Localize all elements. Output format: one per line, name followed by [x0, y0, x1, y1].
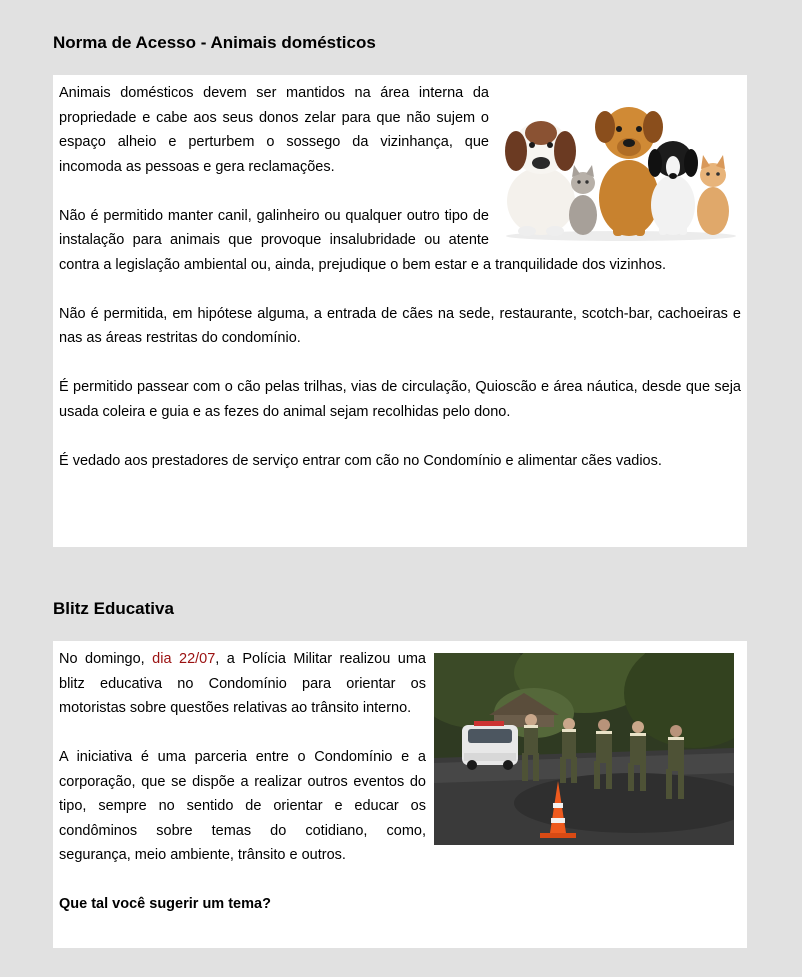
blitz-p1-text-before: No domingo, [59, 651, 153, 667]
animais-paragraph-2: Não é permitido manter canil, galinheiro ou qualquer outro tipo de instalação para animais que provoque insalubridade ou atente contra a legislação ambiental ou, ainda, prejudique o bem estar e a tranquilidade dos vizinhos. [59, 207, 666, 273]
section-title-blitz: Blitz Educativa [53, 599, 174, 618]
animais-paragraph-4: É permitido passear com o cão pelas trilhas, vias de circulação, Quioscão e área náutica, desde que seja usada coleira e guia e as fezes do animal sejam recolhidas pelo dono. [59, 379, 741, 420]
card-blitz [53, 641, 747, 948]
blitz-date-highlight: dia 22/07 [152, 651, 216, 667]
animais-paragraph-5: É vedado aos prestadores de serviço entrar com cão no Condomínio e alimentar cães vadios. [59, 452, 662, 469]
animais-paragraph-1: Animais domésticos devem ser mantidos na área interna da propriedade e cabe aos seus donos zelar para que não sujem o espaço alheio e perturbem o sossego da vizinhança, que incomoda as pessoas e gera reclamações. [59, 85, 489, 175]
blitz-p1-text-after: , a Polícia Militar realizou uma blitz educativa no Condomínio para orientar os motoristas sobre questões relativas ao trânsito interno. [59, 651, 426, 716]
card-animais [53, 75, 747, 547]
animais-paragraph-3: Não é permitida, em hipótese alguma, a entrada de cães na sede, restaurante, scotch-bar, cachoeiras e nas as áreas restritas do condomínio. [59, 305, 741, 346]
pets-photo [501, 93, 741, 243]
blitz-paragraph-2: A iniciativa é uma parceria entre o Condomínio e a corporação, que se dispõe a realizar outros eventos do tipo, sempre no sentido de orientar e educar os condôminos sobre temas do cotidiano, como, segurança, meio ambiente, trânsito e outros. [59, 749, 426, 863]
blitz-closing-question: Que tal você sugerir um tema? [59, 896, 271, 912]
section-title-animais: Norma de Acesso - Animais domésticos [53, 33, 376, 52]
police-blitz-photo [434, 653, 734, 845]
